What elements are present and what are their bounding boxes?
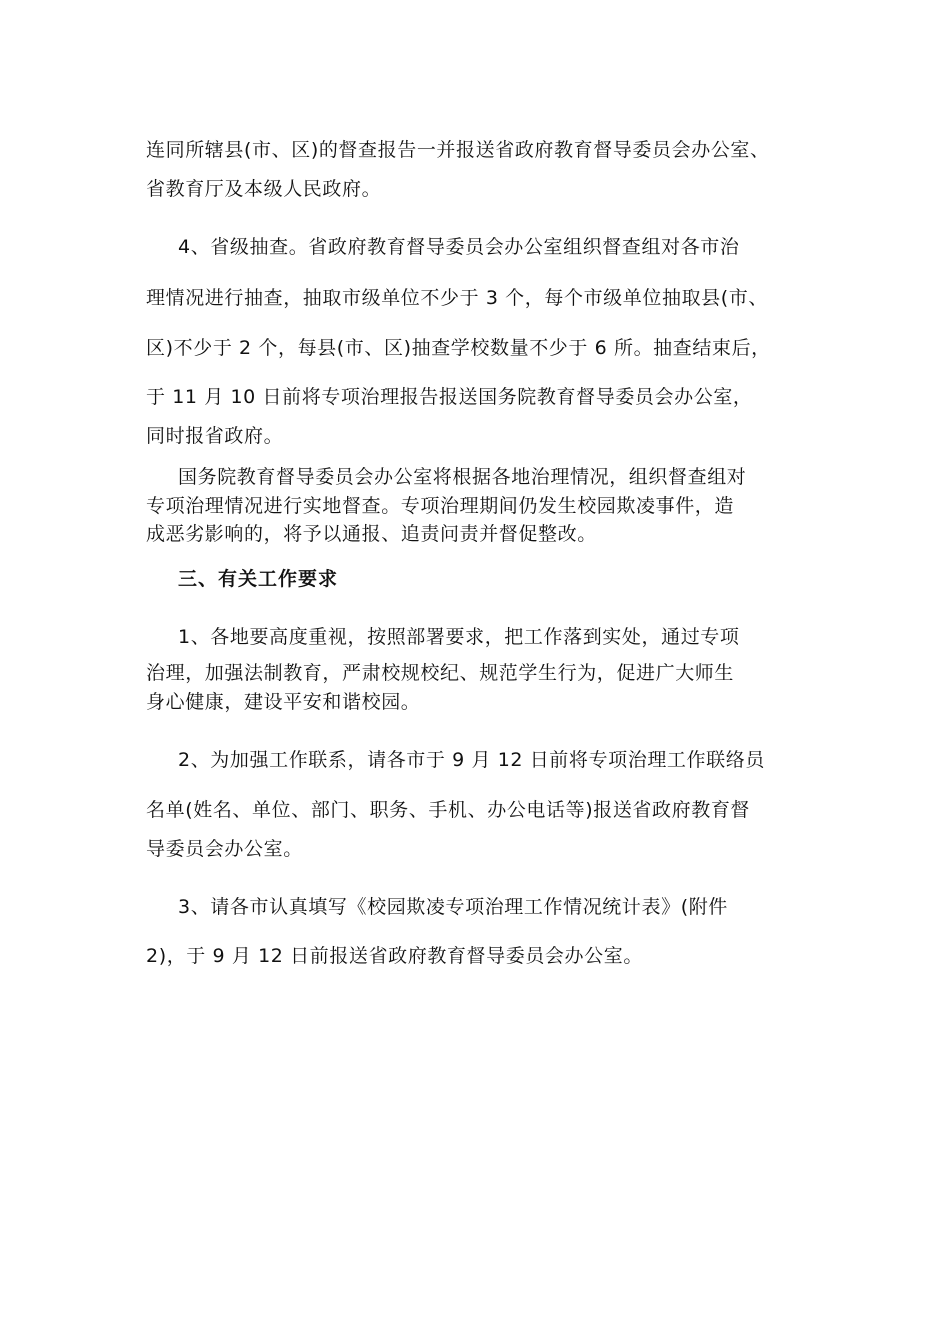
paragraph-line: 于 11 月 10 日前将专项治理报告报送国务院教育督导委员会办公室， [146, 386, 753, 408]
paragraph-line: 连同所辖县(市、区)的督查报告一并报送省政府教育督导委员会办公室、 [146, 139, 770, 161]
paragraph-line: 区)不少于 2 个，每县(市、区)抽查学校数量不少于 6 所。抽查结束后， [146, 337, 771, 359]
paragraph-line: 2)，于 9 月 12 日前报送省政府教育督导委员会办公室。 [146, 945, 643, 967]
paragraph-line: 1、各地要高度重视，按照部署要求，把工作落到实处，通过专项 [178, 626, 740, 648]
paragraph-line: 专项治理情况进行实地督查。专项治理期间仍发生校园欺凌事件，造 [146, 495, 735, 517]
section-heading: 三、有关工作要求 [178, 568, 339, 590]
paragraph-line: 身心健康，建设平安和谐校园。 [146, 691, 421, 713]
paragraph-line: 4、省级抽查。省政府教育督导委员会办公室组织督查组对各市治 [178, 236, 740, 258]
paragraph-line: 3、请各市认真填写《校园欺凌专项治理工作情况统计表》(附件 [178, 896, 728, 918]
paragraph-line: 成恶劣影响的，将予以通报、追责问责并督促整改。 [146, 523, 597, 545]
paragraph-line: 导委员会办公室。 [146, 838, 303, 860]
paragraph-line: 理情况进行抽查，抽取市级单位不少于 3 个，每个市级单位抽取县(市、 [146, 287, 768, 309]
paragraph-line: 同时报省政府。 [146, 425, 284, 447]
paragraph-line: 国务院教育督导委员会办公室将根据各地治理情况，组织督查组对 [178, 466, 747, 488]
paragraph-line: 省教育厅及本级人民政府。 [146, 178, 382, 200]
paragraph-line: 治理，加强法制教育，严肃校规校纪、规范学生行为，促进广大师生 [146, 662, 735, 684]
paragraph-line: 名单(姓名、单位、部门、职务、手机、办公电话等)报送省政府教育督 [146, 799, 751, 821]
paragraph-line: 2、为加强工作联系，请各市于 9 月 12 日前将专项治理工作联络员 [178, 749, 765, 771]
